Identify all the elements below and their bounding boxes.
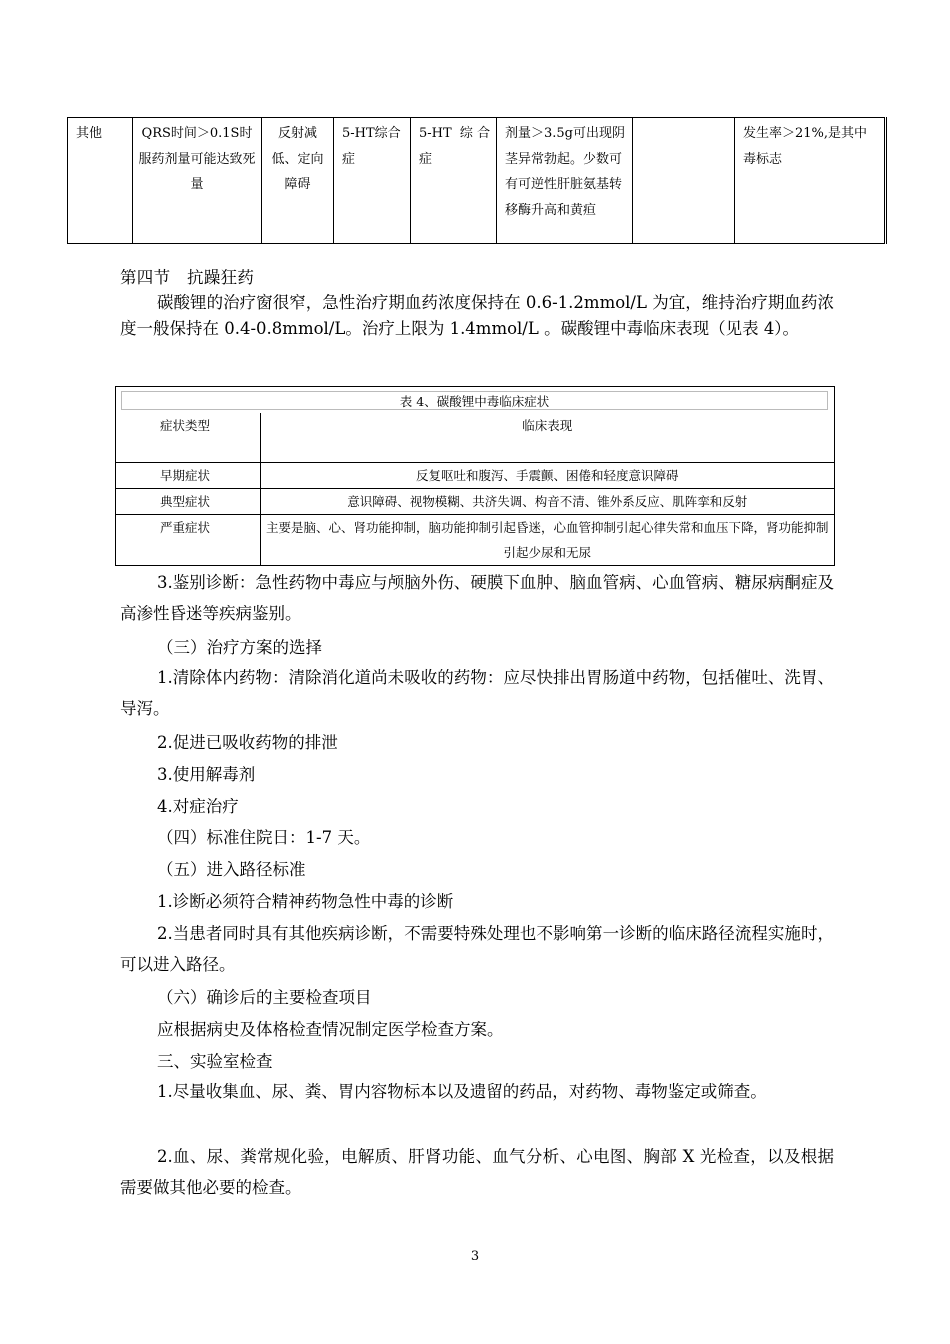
list-item: 2.促进已吸收药物的排泄	[157, 733, 338, 752]
table-row-desc: 反复呕吐和腹泻、手震颤、困倦和轻度意识障碍	[260, 462, 834, 488]
list-item: 1.诊断必须符合精神药物急性中毒的诊断	[157, 892, 454, 911]
heading-hospital-days: （四）标准住院日：1-7 天。	[157, 828, 371, 847]
heading-lab-tests: 三、实验室检查	[157, 1052, 273, 1071]
heading-exam-items: （六）确诊后的主要检查项目	[157, 988, 372, 1007]
list-item: 4.对症治疗	[157, 797, 239, 816]
toxicity-table-continuation	[67, 117, 887, 244]
paragraph-samples: 1.尽量收集血、尿、粪、胃内容物标本以及遗留的药品，对药物、毒物鉴定或筛查。	[157, 1082, 767, 1101]
table-cell: QRS时间＞0.1S时服药剂量可能达致死量	[133, 118, 262, 244]
paragraph-routine-tests: 2.血、尿、粪常规化验，电解质、肝肾功能、血气分析、心电图、胸部 X 光检查，以及根据需要做其他必要的检查。	[120, 1147, 834, 1197]
table-row-type: 严重症状	[116, 514, 260, 566]
table-cell-empty	[633, 118, 735, 244]
list-item: 3.使用解毒剂	[157, 765, 256, 784]
paragraph-clear-drugs: 1.清除体内药物：清除消化道尚未吸收的药物：应尽快排出胃肠道中药物，包括催吐、洗胃、导泻。	[120, 668, 834, 718]
heading-pathway-criteria: （五）进入路径标准	[157, 860, 306, 879]
lithium-toxicity-table	[115, 386, 835, 566]
row-label-other: 其他	[68, 118, 133, 244]
table-cell: 剂量＞3.5g可出现阴茎异常勃起。少数可有可逆性肝脏氨基转移酶升高和黄疸	[497, 118, 633, 244]
intro-paragraph: 碳酸锂的治疗窗很窄，急性治疗期血药浓度保持在 0.6-1.2mmol/L 为宜，维持治疗期血药浓度一般保持在 0.4-0.8mmol/L。治疗上限为 1.4mmol/L 。碳酸锂中毒临床表现（见表 4）。	[120, 293, 834, 338]
table-cell: 反射减低、定向障碍	[262, 118, 334, 244]
table-row-desc: 主要是脑、心、肾功能抑制，脑功能抑制引起昏迷，心血管抑制引起心律失常和血压下降，肾功能抑制引起少尿和无尿	[260, 514, 834, 566]
table-header-type: 症状类型	[116, 413, 260, 462]
heading-treatment: （三）治疗方案的选择	[157, 638, 322, 657]
page-number: 3	[470, 1249, 480, 1264]
table-caption: 表 4、碳酸锂中毒临床症状	[121, 391, 828, 410]
table-row-type: 早期症状	[116, 462, 260, 488]
paragraph-pathway: 2.当患者同时具有其他疾病诊断，不需要特殊处理也不影响第一诊断的临床路径流程实施时，可以进入路径。	[120, 924, 834, 974]
table-header-desc: 临床表现	[260, 413, 834, 462]
table-cell: 5-HT 综 合症	[411, 118, 497, 244]
text-line: 应根据病史及体格检查情况制定医学检查方案。	[157, 1020, 504, 1039]
section-title: 第四节 抗躁狂药	[120, 268, 255, 287]
table4-grid	[116, 413, 834, 566]
table-cell: 发生率＞21%,是其中毒标志	[735, 118, 886, 244]
table-cell: 5-HT综合症	[334, 118, 411, 244]
table-row-desc: 意识障碍、视物模糊、共济失调、构音不清、锥外系反应、肌阵挛和反射	[260, 488, 834, 514]
paragraph-differential: 3.鉴别诊断：急性药物中毒应与颅脑外伤、硬膜下血肿、脑血管病、心血管病、糖尿病酮症及高渗性昏迷等疾病鉴别。	[120, 573, 834, 623]
table-row-type: 典型症状	[116, 488, 260, 514]
